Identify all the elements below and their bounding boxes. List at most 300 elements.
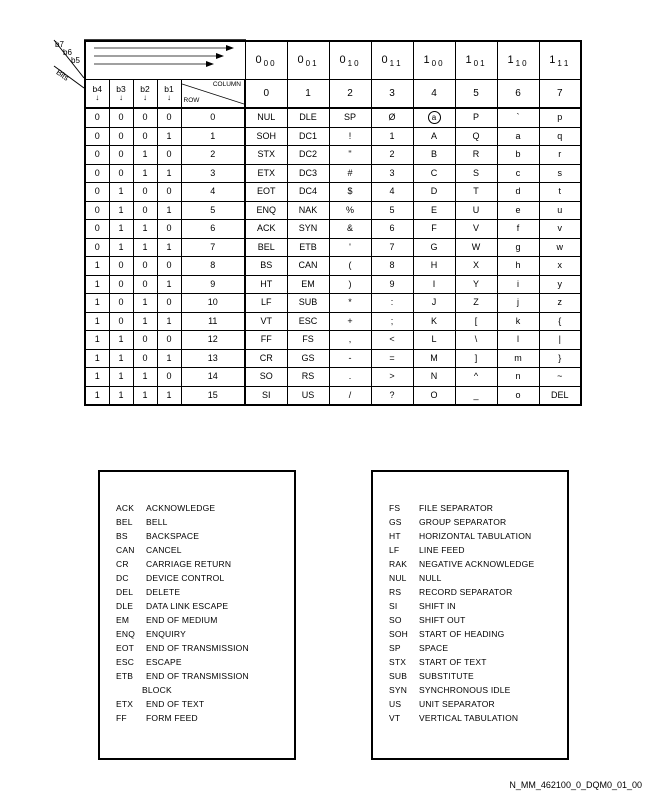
row-bit: 1 <box>85 294 109 313</box>
code-cell: h <box>497 257 539 276</box>
legend-desc: NULL <box>419 573 442 583</box>
row-number: 10 <box>181 294 245 313</box>
code-cell: DC2 <box>287 146 329 165</box>
row-number: 7 <box>181 238 245 257</box>
row-bit: 0 <box>85 127 109 146</box>
column-bit: 1 <box>515 59 521 68</box>
row-bit: 0 <box>109 294 133 313</box>
legend-item <box>116 669 249 683</box>
column-bit: 0 <box>431 59 437 68</box>
code-cell: SOH <box>245 127 287 146</box>
row-bit: 0 <box>157 108 181 127</box>
row-bit: 1 <box>157 312 181 331</box>
row-bit: 0 <box>109 108 133 127</box>
code-cell: ETX <box>245 164 287 183</box>
legend-desc: ENQUIRY <box>146 629 186 639</box>
code-cell: ESC <box>287 312 329 331</box>
legend-abbr: RAK <box>389 559 408 569</box>
legend-abbr: ESC <box>116 657 135 667</box>
header-row <box>85 80 581 109</box>
legend-desc: DEVICE CONTROL <box>146 573 225 583</box>
legend-item <box>116 571 249 585</box>
legend-item <box>389 655 534 669</box>
code-cell: y <box>539 275 581 294</box>
code-cell: ETB <box>287 238 329 257</box>
column-bits-3 <box>371 41 413 80</box>
code-cell: p <box>539 108 581 127</box>
legend-desc: UNIT SEPARATOR <box>419 699 495 709</box>
code-cell: J <box>413 294 455 313</box>
column-bit: 0 <box>297 54 304 66</box>
row-bit: 0 <box>133 127 157 146</box>
code-cell: k <box>497 312 539 331</box>
code-cell: q <box>539 127 581 146</box>
column-bits-1 <box>287 41 329 80</box>
legend-desc: VERTICAL TABULATION <box>419 713 519 723</box>
column-bit: 1 <box>563 59 569 68</box>
ascii-code-table <box>84 40 582 406</box>
row-bit: 0 <box>85 108 109 127</box>
legend-desc: END OF TEXT <box>146 699 205 709</box>
legend-item <box>389 515 534 529</box>
code-cell: d <box>497 183 539 202</box>
code-cell: $ <box>329 183 371 202</box>
legend-item <box>389 627 534 641</box>
code-cell: BS <box>245 257 287 276</box>
legend-desc: DELETE <box>146 587 181 597</box>
column-label: COLUMN <box>212 81 241 88</box>
code-cell: 5 <box>371 201 413 220</box>
table-row <box>85 183 581 202</box>
code-cell: U <box>455 201 497 220</box>
row-number: 6 <box>181 220 245 239</box>
table-row <box>85 127 581 146</box>
legend-list-right <box>389 501 534 725</box>
legend-desc: SUBSTITUTE <box>419 671 474 681</box>
table-row <box>85 238 581 257</box>
row-bit: 0 <box>157 146 181 165</box>
code-cell: / <box>329 386 371 405</box>
down-arrow-icon: ↓ <box>95 92 100 102</box>
code-cell: CR <box>245 349 287 368</box>
legend-abbr: US <box>389 699 402 709</box>
row-bit: 0 <box>133 201 157 220</box>
legend-abbr: GS <box>389 517 402 527</box>
legend-abbr: SUB <box>389 671 408 681</box>
code-cell: } <box>539 349 581 368</box>
row-bit: 1 <box>133 386 157 405</box>
legend-desc: ESCAPE <box>146 657 182 667</box>
bit-header-label: b4 <box>92 84 102 95</box>
column-number-0: 0 <box>245 80 287 109</box>
code-cell: B <box>413 146 455 165</box>
code-cell: A <box>413 127 455 146</box>
code-cell: EOT <box>245 183 287 202</box>
code-cell: g <box>497 238 539 257</box>
code-cell: a <box>497 127 539 146</box>
legend-abbr: ETB <box>116 671 134 681</box>
code-cell: F <box>413 220 455 239</box>
row-bit: 0 <box>109 257 133 276</box>
legend-abbr: ETX <box>116 699 134 709</box>
code-cell: # <box>329 164 371 183</box>
code-cell: \ <box>455 331 497 350</box>
b5-label: b5 <box>71 56 80 65</box>
table-row <box>85 257 581 276</box>
row-number: 11 <box>181 312 245 331</box>
code-cell: P <box>455 108 497 127</box>
legend-item <box>389 557 534 571</box>
code-cell: R <box>455 146 497 165</box>
row-bit: 1 <box>157 349 181 368</box>
legend-abbr: ACK <box>116 503 135 513</box>
row-number: 0 <box>181 108 245 127</box>
code-cell: e <box>497 201 539 220</box>
legend-desc: CARRIAGE RETURN <box>146 559 232 569</box>
corner-cell <box>85 41 245 80</box>
code-cell: f <box>497 220 539 239</box>
code-cell: SUB <box>287 294 329 313</box>
row-bit: 1 <box>133 238 157 257</box>
column-bits-5 <box>455 41 497 80</box>
legend-item <box>389 711 534 725</box>
bit-header-label: b1 <box>164 84 174 95</box>
legend-desc: END OF TRANSMISSION <box>146 671 249 681</box>
bit-header-b2 <box>133 80 157 109</box>
legend-desc: GROUP SEPARATOR <box>419 517 507 527</box>
row-bit: 0 <box>109 146 133 165</box>
row-bit: 1 <box>109 183 133 202</box>
row-bit: 0 <box>133 257 157 276</box>
code-cell: w <box>539 238 581 257</box>
legend-desc: END OF TRANSMISSION <box>146 643 249 653</box>
legend-abbr: ENQ <box>116 629 136 639</box>
code-cell: 6 <box>371 220 413 239</box>
column-number-7: 7 <box>539 80 581 109</box>
column-bit: 0 <box>263 59 269 68</box>
column-bit: 1 <box>423 54 430 66</box>
row-bit: 0 <box>109 312 133 331</box>
table-row <box>85 108 581 127</box>
code-cell: DC3 <box>287 164 329 183</box>
row-bit: 0 <box>109 275 133 294</box>
legend-item <box>389 599 534 613</box>
row-bit: 1 <box>85 275 109 294</box>
code-cell: o <box>497 386 539 405</box>
code-cell: s <box>539 164 581 183</box>
row-bit: 0 <box>85 220 109 239</box>
code-cell: ? <box>371 386 413 405</box>
legend-desc: START OF TEXT <box>419 657 487 667</box>
code-cell: US <box>287 386 329 405</box>
column-bit: 0 <box>354 59 359 68</box>
code-cell: HT <box>245 275 287 294</box>
down-arrow-icon: ↓ <box>119 92 123 102</box>
code-cell: DC1 <box>287 127 329 146</box>
legend-abbr: SP <box>389 643 401 653</box>
row-bit: 1 <box>133 368 157 387</box>
column-bit: 1 <box>549 54 556 66</box>
row-bit: 0 <box>157 183 181 202</box>
legend-abbr: FF <box>116 713 127 723</box>
code-cell: = <box>371 349 413 368</box>
legend-abbr: VT <box>389 713 401 723</box>
legend-desc: NEGATIVE ACKNOWLEDGE <box>419 559 535 569</box>
legend-item <box>389 641 534 655</box>
code-cell: & <box>329 220 371 239</box>
code-cell: V <box>455 220 497 239</box>
code-cell: SO <box>245 368 287 387</box>
legend-abbr: RS <box>389 587 402 597</box>
column-bit: 1 <box>312 59 317 68</box>
legend-desc: BELL <box>146 517 168 527</box>
legend-desc: BLOCK <box>142 685 172 695</box>
column-row-header <box>181 80 245 109</box>
column-bit: 0 <box>255 54 262 66</box>
row-bit: 0 <box>85 146 109 165</box>
code-cell: z <box>539 294 581 313</box>
row-bit: 1 <box>109 368 133 387</box>
legend-item <box>116 585 249 599</box>
code-cell: < <box>371 331 413 350</box>
column-bit: 0 <box>305 59 311 68</box>
code-cell: j <box>497 294 539 313</box>
column-number-5: 5 <box>455 80 497 109</box>
column-number-3: 3 <box>371 80 413 109</box>
code-cell: 3 <box>371 164 413 183</box>
row-number: 8 <box>181 257 245 276</box>
legend-desc: ACKNOWLEDGE <box>146 503 216 513</box>
legend-item <box>116 515 249 529</box>
code-cell: b <box>497 146 539 165</box>
code-cell: K <box>413 312 455 331</box>
row-bit: 1 <box>85 257 109 276</box>
code-cell: 1 <box>371 127 413 146</box>
code-cell: NAK <box>287 201 329 220</box>
column-bits-7 <box>539 41 581 80</box>
legend-abbr: SOH <box>389 629 409 639</box>
row-bit: 0 <box>133 349 157 368</box>
legend-item <box>116 683 249 697</box>
legend-desc: DATA LINK ESCAPE <box>146 601 229 611</box>
code-cell: ^ <box>455 368 497 387</box>
row-bit: 1 <box>85 349 109 368</box>
code-cell: ` <box>497 108 539 127</box>
column-bit: 1 <box>507 54 514 66</box>
legend-desc: LINE FEED <box>419 545 465 555</box>
code-cell: t <box>539 183 581 202</box>
row-bit: 1 <box>133 294 157 313</box>
code-cell: ~ <box>539 368 581 387</box>
code-cell: C <box>413 164 455 183</box>
legend-abbr: FS <box>389 503 401 513</box>
code-cell: EM <box>287 275 329 294</box>
column-number-4: 4 <box>413 80 455 109</box>
row-bit: 1 <box>157 275 181 294</box>
row-bit: 1 <box>109 201 133 220</box>
code-cell: x <box>539 257 581 276</box>
b6-label: b6 <box>63 48 72 57</box>
column-bit: 0 <box>381 54 388 66</box>
code-cell: DLE <box>287 108 329 127</box>
code-cell: { <box>539 312 581 331</box>
b7-label: b7 <box>55 40 64 49</box>
row-number: 9 <box>181 275 245 294</box>
row-bit: 1 <box>85 368 109 387</box>
bit-header-b3 <box>109 80 133 109</box>
legend-abbr: DEL <box>116 587 134 597</box>
legend-item <box>389 543 534 557</box>
legend-abbr: DC <box>116 573 129 583</box>
code-cell: Y <box>455 275 497 294</box>
column-bits-0 <box>245 41 287 80</box>
code-cell <box>413 108 455 127</box>
code-cell: NUL <box>245 108 287 127</box>
legend-item <box>116 599 249 613</box>
code-cell: ) <box>329 275 371 294</box>
legend-item <box>389 669 534 683</box>
row-bit: 1 <box>109 386 133 405</box>
row-bit: 0 <box>157 294 181 313</box>
row-bit: 0 <box>85 201 109 220</box>
legend-desc: SHIFT IN <box>419 601 456 611</box>
code-cell: u <box>539 201 581 220</box>
code-cell: ' <box>329 238 371 257</box>
column-bit: 1 <box>347 59 353 68</box>
code-cell: l <box>497 331 539 350</box>
legend-item <box>389 529 534 543</box>
column-number-2: 2 <box>329 80 371 109</box>
legend-item <box>116 613 249 627</box>
legend-item <box>116 557 249 571</box>
row-bit: 0 <box>85 164 109 183</box>
code-cell: H <box>413 257 455 276</box>
legend-desc: SPACE <box>419 643 449 653</box>
code-cell: 8 <box>371 257 413 276</box>
column-bit: 0 <box>438 59 443 68</box>
code-cell: ] <box>455 349 497 368</box>
code-cell: i <box>497 275 539 294</box>
row-bit: 0 <box>157 220 181 239</box>
column-bit: 0 <box>473 59 479 68</box>
code-cell: n <box>497 368 539 387</box>
row-bit: 0 <box>109 127 133 146</box>
legend-desc: SYNCHRONOUS IDLE <box>419 685 511 695</box>
column-bits-6 <box>497 41 539 80</box>
code-cell: D <box>413 183 455 202</box>
table-row <box>85 220 581 239</box>
row-bit: 1 <box>85 331 109 350</box>
legend-desc: END OF MEDIUM <box>146 615 218 625</box>
table-row <box>85 331 581 350</box>
table-row <box>85 275 581 294</box>
circled-char: a <box>428 111 441 124</box>
code-cell: STX <box>245 146 287 165</box>
legend-abbr: NUL <box>389 573 407 583</box>
column-bit: 1 <box>396 59 401 68</box>
column-bit: 0 <box>522 59 527 68</box>
row-bit: 0 <box>133 108 157 127</box>
code-cell: L <box>413 331 455 350</box>
legend-abbr: CR <box>116 559 129 569</box>
code-cell: FS <box>287 331 329 350</box>
code-cell: O <box>413 386 455 405</box>
row-number: 14 <box>181 368 245 387</box>
column-bit: 1 <box>465 54 472 66</box>
row-bit: 0 <box>157 257 181 276</box>
table-row <box>85 386 581 405</box>
column-bit: 0 <box>270 59 275 68</box>
code-cell: c <box>497 164 539 183</box>
table-row <box>85 201 581 220</box>
legend-abbr: LF <box>389 545 400 555</box>
legend-item <box>116 529 249 543</box>
code-cell: X <box>455 257 497 276</box>
bits-label: Bits <box>54 67 71 83</box>
code-cell: " <box>329 146 371 165</box>
row-bit: 1 <box>85 386 109 405</box>
legend-item <box>116 641 249 655</box>
column-bits-row <box>85 41 581 80</box>
code-cell: M <box>413 349 455 368</box>
code-cell: * <box>329 294 371 313</box>
legend-abbr: DLE <box>116 601 134 611</box>
code-cell: > <box>371 368 413 387</box>
code-cell: SYN <box>287 220 329 239</box>
code-cell: T <box>455 183 497 202</box>
row-label: ROW <box>183 96 200 104</box>
code-cell: ! <box>329 127 371 146</box>
legend-abbr: BEL <box>116 517 133 527</box>
row-number: 15 <box>181 386 245 405</box>
down-arrow-icon: ↓ <box>143 92 147 102</box>
column-bit: 1 <box>389 59 395 68</box>
code-cell: v <box>539 220 581 239</box>
code-cell: : <box>371 294 413 313</box>
row-bit: 0 <box>85 183 109 202</box>
row-bit: 1 <box>133 220 157 239</box>
code-cell: W <box>455 238 497 257</box>
code-cell: Q <box>455 127 497 146</box>
row-bit: 1 <box>133 164 157 183</box>
code-cell: m <box>497 349 539 368</box>
column-bit: 1 <box>557 59 562 68</box>
legend-abbr: CAN <box>116 545 135 555</box>
code-cell: LF <box>245 294 287 313</box>
column-bit: 0 <box>339 54 346 66</box>
row-bit: 1 <box>157 127 181 146</box>
code-cell: Ø <box>371 108 413 127</box>
table-row <box>85 368 581 387</box>
row-bit: 1 <box>109 349 133 368</box>
legend-item <box>116 711 249 725</box>
legend-desc: CANCEL <box>146 545 182 555</box>
code-cell: . <box>329 368 371 387</box>
column-bits-4 <box>413 41 455 80</box>
code-cell: GS <box>287 349 329 368</box>
code-cell: % <box>329 201 371 220</box>
row-number: 4 <box>181 183 245 202</box>
code-cell: G <box>413 238 455 257</box>
legend-desc: FILE SEPARATOR <box>419 503 494 513</box>
legend-item <box>116 655 249 669</box>
row-bit: 0 <box>133 275 157 294</box>
row-number: 3 <box>181 164 245 183</box>
column-bit: 1 <box>480 59 485 68</box>
row-bit: 0 <box>133 331 157 350</box>
legend-item <box>116 543 249 557</box>
legend-desc: START OF HEADING <box>419 629 505 639</box>
